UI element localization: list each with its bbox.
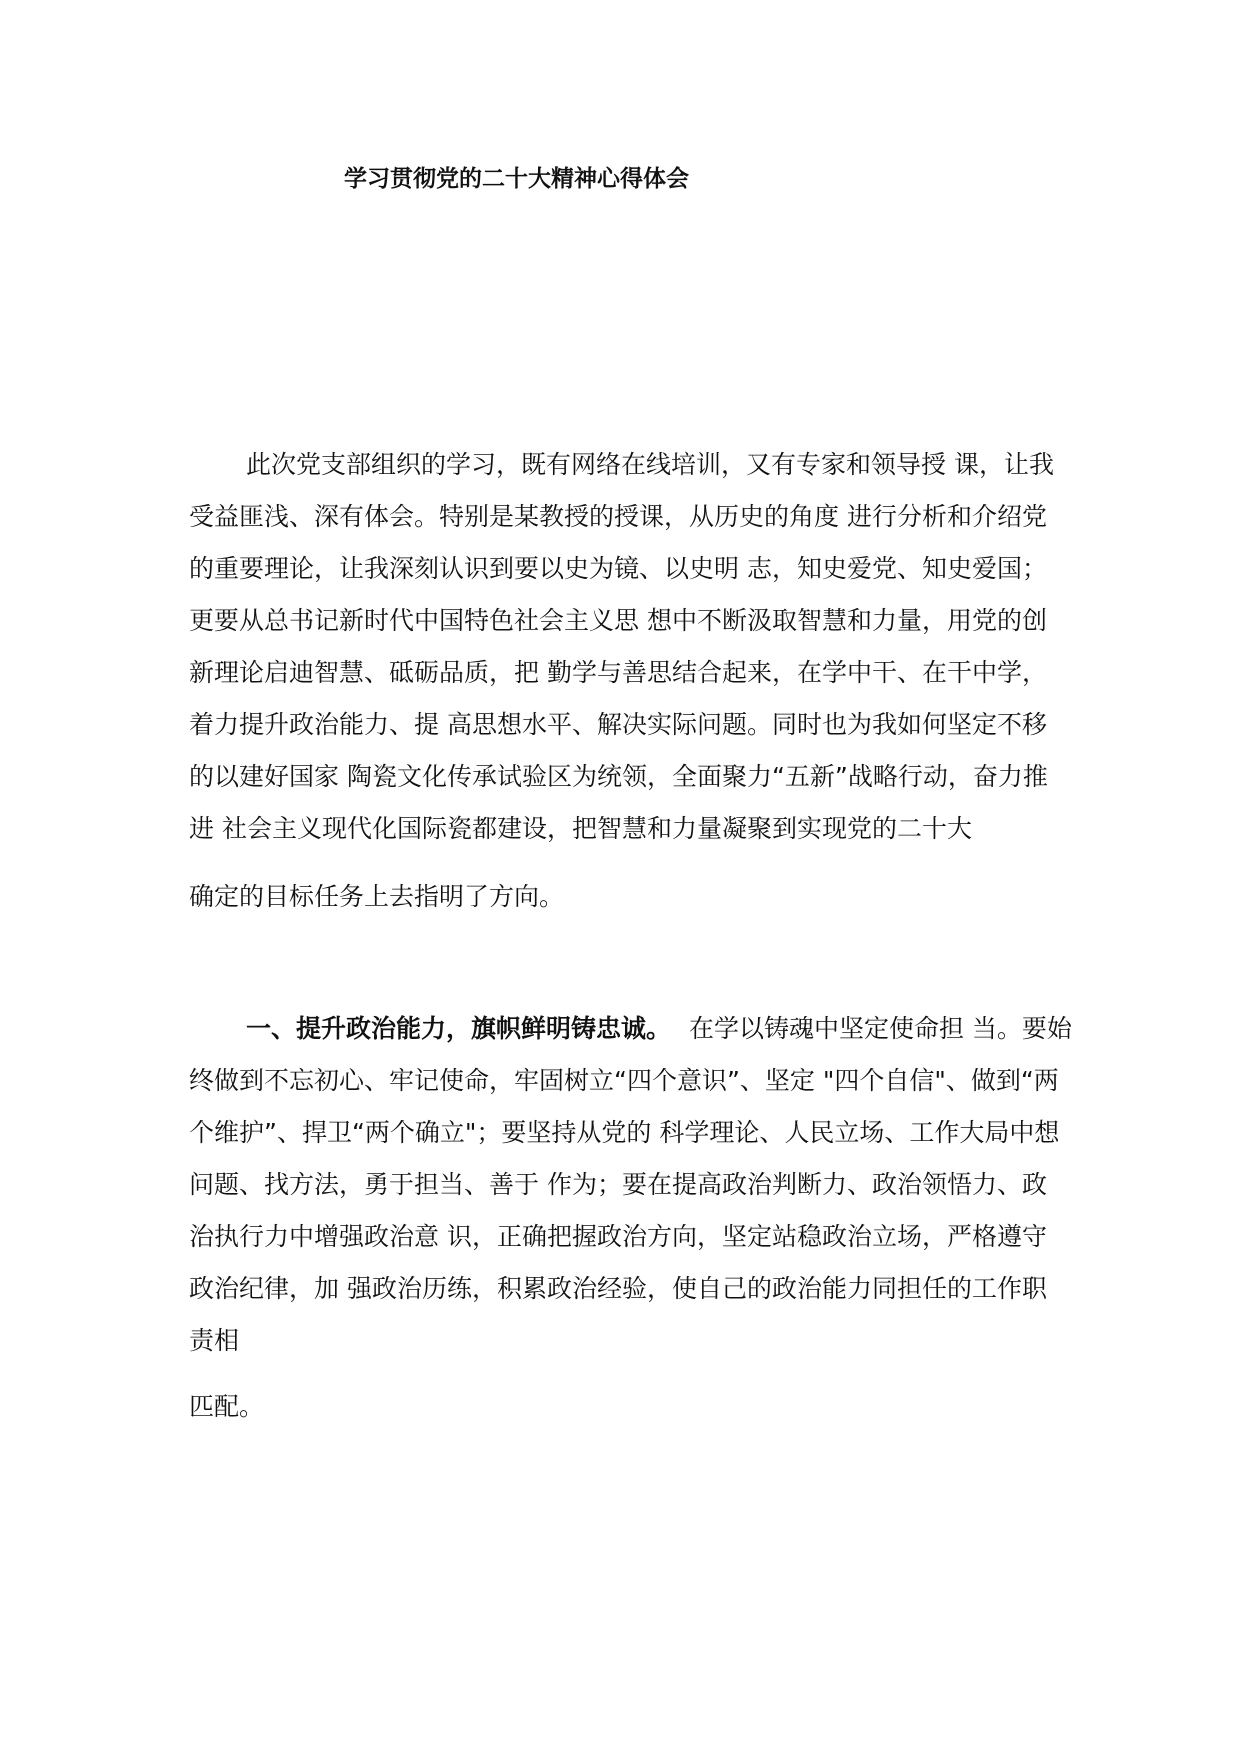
- section-1-first-line-text: 在学以铸魂中坚定使命担 当。要始: [688, 1014, 1072, 1043]
- paragraph-1-line-8: 进 社会主义现代化国际瓷都建设，把智慧和力量凝聚到实现党的二十大: [189, 814, 972, 843]
- paragraph-1-line-2: 受益匪浅、深有体会。特别是某教授的授课，从历史的角度 进行分析和介绍党: [189, 502, 1047, 531]
- paragraph-1-line-1: 此次党支部组织的学习，既有网络在线培训，又有专家和领导授 课，让我: [246, 450, 1054, 479]
- section-1-line-3: 个维护”、捍卫“两个确立"；要坚持从党的 科学理论、人民立场、工作大局中想: [189, 1118, 1060, 1147]
- section-1-last-line: 匹配。: [189, 1392, 265, 1421]
- document-title: 学习贯彻党的二十大精神心得体会: [344, 166, 689, 192]
- paragraph-1-line-4: 更要从总书记新时代中国特色社会主义思 想中不断汲取智慧和力量，用党的创: [189, 606, 1047, 635]
- section-1-first-line: [246, 1014, 1072, 1044]
- paragraph-1-line-6: 着力提升政治能力、提 高思想水平、解决实际问题。同时也为我如何坚定不移: [189, 710, 1047, 739]
- section-1-line-4: 问题、找方法，勇于担当、善于 作为；要在提高政治判断力、政治领悟力、政: [189, 1170, 1047, 1199]
- section-1-heading: 一、提升政治能力，旗帜鲜明铸忠诚。: [246, 1014, 672, 1043]
- section-1-line-2: 终做到不忘初心、牢记使命，牢固树立“四个意识”、坚定 "四个自信"、做到“两: [189, 1066, 1059, 1095]
- paragraph-1-line-3: 的重要理论，让我深刻认识到要以史为镜、以史明 志，知史爱党、知史爱国；: [189, 554, 1047, 583]
- section-1-line-7: 责相: [189, 1326, 240, 1355]
- paragraph-1-line-7: 的以建好国家 陶瓷文化传承试验区为统领，全面聚力“五新”战略行动，奋力推: [189, 762, 1048, 791]
- paragraph-1-last-line: 确定的目标任务上去指明了方向。: [189, 882, 565, 911]
- section-1-line-5: 治执行力中增强政治意 识，正确把握政治方向，坚定站稳政治立场，严格遵守: [189, 1222, 1047, 1251]
- paragraph-1-line-5: 新理论启迪智慧、砥砺品质，把 勤学与善思结合起来，在学中干、在干中学，: [189, 658, 1047, 687]
- section-1-line-6: 政治纪律，加 强政治历练，积累政治经验，使自己的政治能力同担任的工作职: [189, 1274, 1047, 1303]
